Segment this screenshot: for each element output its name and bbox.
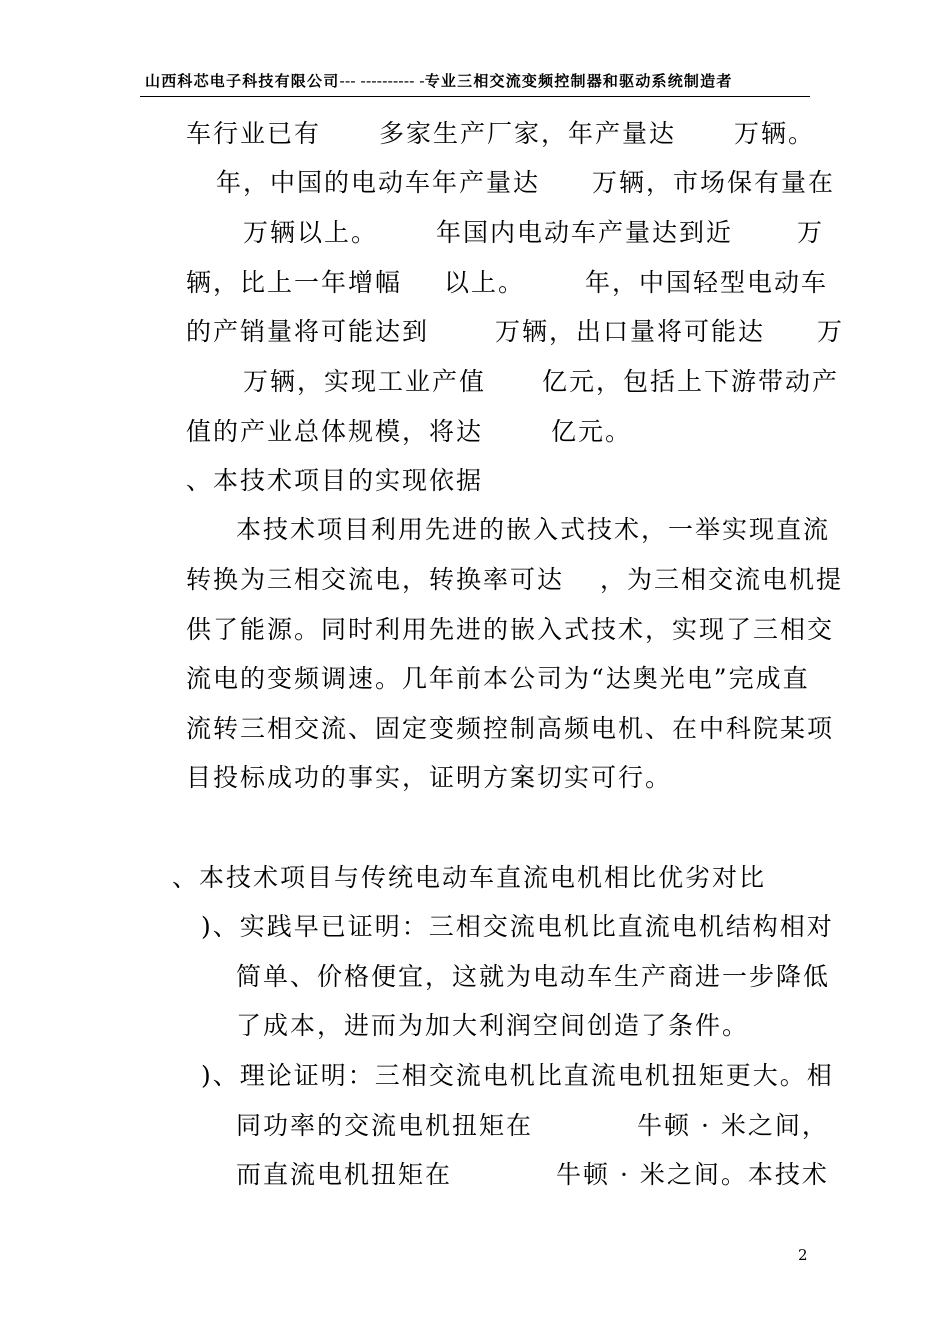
text-line bbox=[186, 312, 844, 352]
text-line bbox=[216, 163, 835, 203]
text-line bbox=[186, 560, 843, 600]
text-line bbox=[186, 263, 828, 303]
header-rule bbox=[140, 96, 810, 97]
section-heading-basis: 、本技术项目的实现依据 bbox=[186, 466, 484, 495]
text-segment: 同功率的交流电机扭矩在 bbox=[236, 1111, 534, 1140]
header-tagline: 专业三相交流变频控制器和驱动系统制造者 bbox=[424, 72, 733, 90]
text-segment: 万辆，市场保有量在 bbox=[592, 168, 836, 197]
text-line: 目投标成功的事实，证明方案切实可行。 bbox=[186, 763, 673, 792]
text-segment: 以上。 bbox=[444, 268, 526, 297]
text-segment: 年国内电动车产量达到近 bbox=[436, 218, 734, 247]
text-segment: 车行业已有 bbox=[186, 119, 322, 148]
text-segment: 牛顿 · 米之间， bbox=[637, 1111, 829, 1140]
text-line: 流转三相交流、固定变频控制高频电机、在中科院某项 bbox=[186, 714, 835, 743]
page-header bbox=[145, 70, 815, 92]
text-line: 供了能源。同时利用先进的嵌入式技术，实现了三相交 bbox=[186, 615, 835, 644]
text-segment: 多家生产厂家，年产量达 bbox=[379, 119, 677, 148]
text-segment: 亿元，包括上下游带动产 bbox=[542, 367, 840, 396]
text-segment: 年，中国轻型电动车 bbox=[585, 268, 829, 297]
text-segment: 而直流电机扭矩在 bbox=[236, 1160, 453, 1189]
text-segment: 万辆以上。 bbox=[243, 218, 379, 247]
header-company: 山西科芯电子科技有限公司 bbox=[145, 72, 340, 90]
text-segment: 值的产业总体规模，将达 bbox=[186, 417, 484, 446]
text-line bbox=[243, 362, 839, 402]
text-line: 流电的变频调速。几年前本公司为“达奥光电”完成直 bbox=[186, 664, 810, 693]
text-segment: 年，中国的电动车年产量达 bbox=[216, 168, 541, 197]
text-line bbox=[243, 213, 824, 253]
text-segment: 万辆。 bbox=[734, 119, 816, 148]
text-segment: 的产销量将可能达到 bbox=[186, 317, 430, 346]
text-line: 简单、价格便宜，这就为电动车生产商进一步降低 bbox=[236, 962, 831, 991]
text-segment: 万 bbox=[817, 317, 845, 346]
text-segment: 转换为三相交流电，转换率可达 bbox=[186, 565, 565, 594]
text-line bbox=[236, 1106, 829, 1146]
text-line: 本技术项目利用先进的嵌入式技术，一举实现直流 bbox=[236, 515, 831, 544]
list-item-1: )、实践早已证明：三相交流电机比直流电机结构相对 bbox=[201, 912, 834, 941]
header-dashes: --- ---------- - bbox=[339, 72, 425, 90]
text-segment: 牛顿 · 米之间。本技术 bbox=[556, 1160, 829, 1189]
text-line bbox=[236, 1155, 829, 1195]
text-segment: 万辆，出口量将可能达 bbox=[495, 317, 766, 346]
list-item-2: )、理论证明：三相交流电机比直流电机扭矩更大。相 bbox=[201, 1061, 834, 1090]
text-segment: 万 bbox=[797, 218, 825, 247]
page-number: 2 bbox=[798, 1246, 808, 1264]
text-segment: ，为三相交流电机提 bbox=[600, 565, 844, 594]
text-line bbox=[186, 412, 632, 452]
text-line bbox=[186, 114, 815, 154]
section-heading-compare: 、本技术项目与传统电动车直流电机相比优劣对比 bbox=[172, 863, 767, 892]
text-segment: 辆，比上一年增幅 bbox=[186, 268, 403, 297]
text-segment: 亿元。 bbox=[551, 417, 633, 446]
text-line: 了成本，进而为加大利润空间创造了条件。 bbox=[236, 1011, 750, 1040]
text-segment: 万辆，实现工业产值 bbox=[243, 367, 487, 396]
